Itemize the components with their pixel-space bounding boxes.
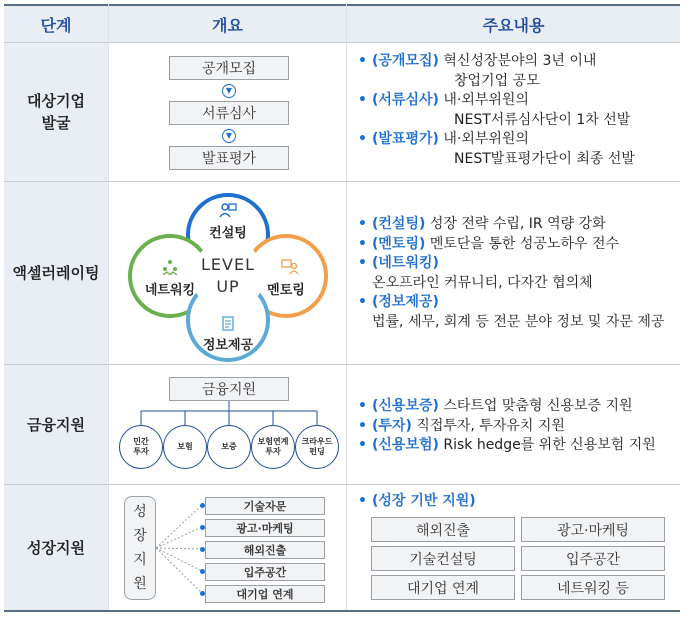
growth-grid-item: 광고·마케팅 — [521, 517, 665, 542]
finance-root-box: 금융지원 — [169, 377, 289, 401]
bullet-icon: • — [358, 92, 367, 108]
flow-step-3: 발표평가 — [169, 146, 289, 170]
bullet-icon: • — [358, 294, 367, 310]
flow-step-2: 서류심사 — [169, 101, 289, 125]
level-up-label: LEVEL UP — [201, 255, 255, 296]
consulting-icon — [219, 202, 237, 218]
list-item: • (발표평가) 내·외부위원의 NEST발표평가단이 최종 선발 — [358, 131, 635, 167]
finance-insurance-linked-investment: 보험연계 투자 — [251, 425, 295, 469]
list-item: • (컨설팅) 성장 전략 수립, IR 역량 강화 — [356, 215, 664, 235]
bullet-icon: • — [358, 255, 367, 271]
petal-networking: 네트워킹 — [144, 283, 196, 298]
growth-grid-item: 입주공간 — [521, 546, 665, 571]
list-item: • (공개모집) 혁신성장분야의 3년 이내 창업기업 공모 — [358, 53, 597, 89]
bullet-icon: • — [358, 493, 367, 509]
finance-insurance: 보험 — [163, 425, 207, 469]
bullet-icon: • — [358, 437, 367, 453]
stage-growth: 성장지원 — [4, 485, 108, 610]
petal-information: 정보제공 — [202, 338, 254, 353]
growth-connector-lines — [156, 496, 204, 600]
bullet-icon: • — [358, 417, 367, 434]
bullet-icon: • — [358, 53, 367, 69]
growth-item: 입주공간 — [205, 563, 325, 581]
growth-item: 기술자문 — [205, 497, 325, 515]
bullet-icon: • — [358, 131, 367, 147]
bullet-icon: • — [358, 216, 367, 232]
table-bottom-border — [4, 610, 680, 612]
growth-grid-item: 네트워킹 등 — [521, 575, 665, 600]
list-item: • (정보제공) 법률, 세무, 회계 등 전문 분야 정보 및 자문 제공 — [358, 294, 665, 330]
document-icon — [220, 316, 236, 332]
header-content: 주요내용 — [347, 6, 680, 42]
finance-crowdfunding: 크라우드 펀딩 — [295, 425, 339, 469]
bullet-icon: • — [358, 235, 367, 252]
networking-icon — [162, 259, 178, 275]
petal-consulting: 컨설팅 — [209, 226, 247, 241]
finance-guarantee: 보증 — [207, 425, 251, 469]
column-divider — [346, 4, 347, 612]
accelerating-bullets — [356, 215, 664, 332]
list-item: • (네트워킹) 온오프라인 커뮤니티, 다자간 협의체 — [358, 255, 593, 291]
chevron-down-icon: ▼ — [222, 129, 236, 143]
list-item: • (멘토링) 멘토단을 통한 성공노하우 전수 — [356, 235, 664, 255]
bullet-icon: • — [358, 398, 367, 414]
header-stage: 단계 — [4, 6, 108, 42]
process-table — [4, 4, 680, 612]
chevron-down-icon: ▼ — [222, 84, 236, 98]
growth-grid-item: 해외진출 — [371, 517, 515, 542]
discovery-bullets — [356, 52, 635, 169]
finance-private-investment: 민간 투자 — [119, 425, 163, 469]
header-overview: 개요 — [109, 6, 346, 42]
growth-item: 광고·마케팅 — [205, 519, 325, 537]
growth-grid-item: 대기업 연계 — [371, 575, 515, 600]
list-item: • (신용보험) Risk hedge를 위한 신용보험 지원 — [356, 436, 656, 456]
growth-item: 해외진출 — [205, 541, 325, 559]
stage-finance: 금융지원 — [4, 365, 108, 484]
stage-discovery: 대상기업 발굴 — [4, 43, 108, 181]
stage-accelerating: 액셀러레이팅 — [4, 182, 108, 364]
list-item: • (서류심사) 내·외부위원의 NEST서류심사단이 1차 선발 — [358, 92, 631, 128]
column-divider — [108, 4, 109, 612]
petal-mentoring: 멘토링 — [267, 283, 305, 298]
growth-item: 대기업 연계 — [205, 585, 325, 603]
growth-vertical-box: 성 장 지 원 — [124, 496, 156, 600]
growth-grid-item: 기술컨설팅 — [371, 546, 515, 571]
list-item: • (신용보증) 스타트업 맞춤형 신용보증 지원 — [356, 397, 656, 417]
flow-step-1: 공개모집 — [169, 56, 289, 80]
growth-bullets — [356, 492, 476, 512]
list-item: • (투자) 직접투자, 투자유치 지원 — [356, 417, 656, 437]
mentoring-icon — [281, 259, 299, 275]
finance-bullets — [356, 397, 656, 456]
list-item: • (성장 기반 지원) — [356, 492, 476, 512]
